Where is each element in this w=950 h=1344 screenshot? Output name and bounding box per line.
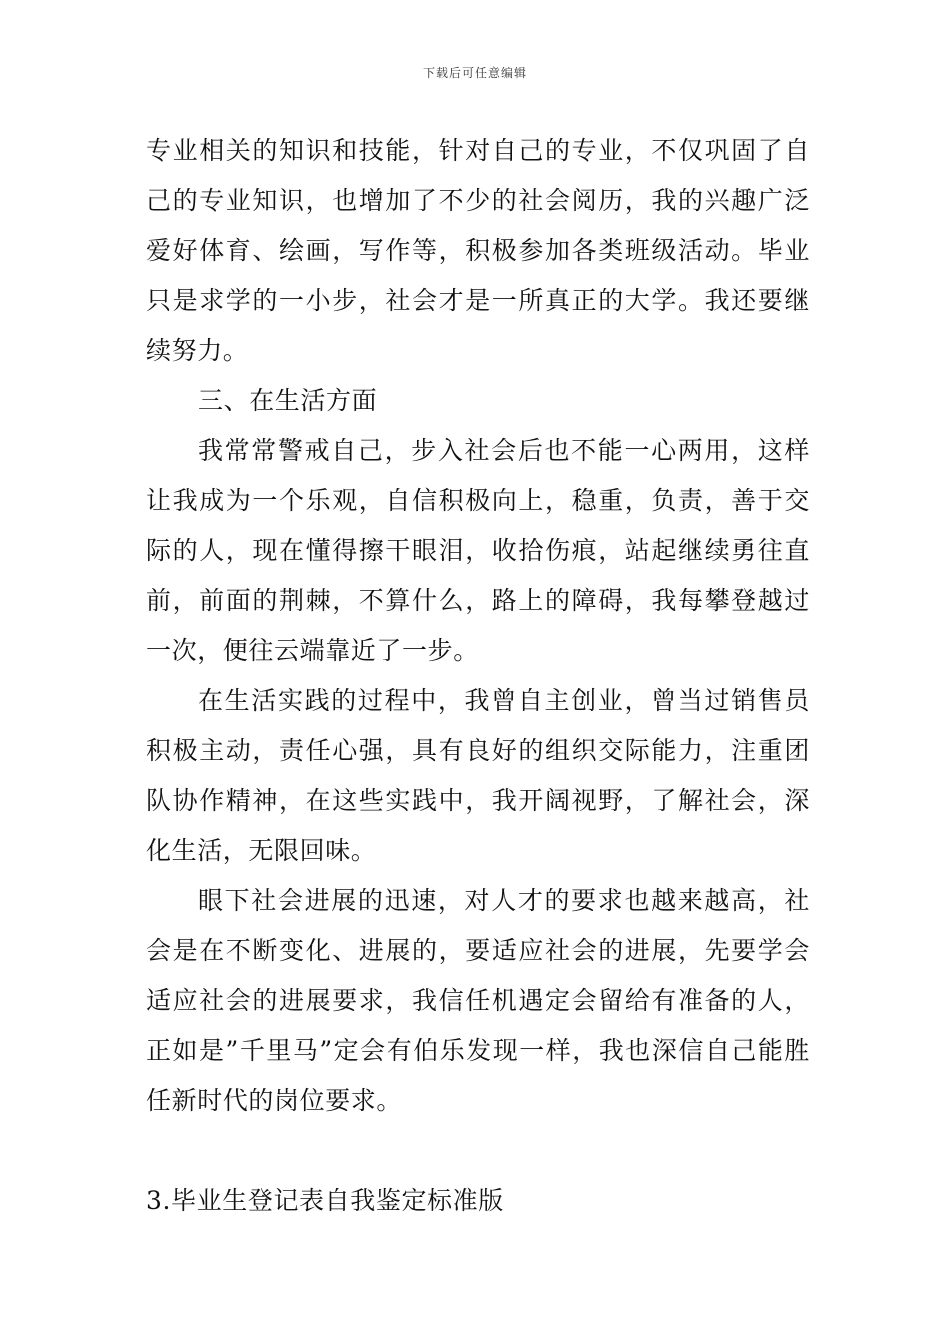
section-heading-life: 三、在生活方面 <box>198 386 378 415</box>
section-title: 3.毕业生登记表自我鉴定标准版 <box>146 1186 504 1215</box>
paragraph-self-discipline: 我常常警戒自己，步入社会后也不能一心两用，这样让我成为一个乐观，自信积极向上，稳重，负责，善于交际的人，现在懂得擦干眼泪，收拾伤痕，站起继续勇往直前，前面的荆棘，不算什么，路上的障碍，我每攀登越过一次，便往云端靠近了一步。 <box>146 436 810 665</box>
paragraph-continuation: 专业相关的知识和技能，针对自己的专业，不仅巩固了自己的专业知识，也增加了不少的社会阅历，我的兴趣广泛爱好体育、绘画，写作等，积极参加各类班级活动。毕业只是求学的一小步，社会才是一所真正的大学。我还要继续努力。 <box>146 136 810 365</box>
paragraph-society: 眼下社会进展的迅速，对人才的要求也越来越高，社会是在不断变化、进展的，要适应社会的进展，先要学会适应社会的进展要求，我信任机遇定会留给有准备的人，正如是”千里马”定会有伯乐发现一样，我也深信自己能胜任新时代的岗位要求。 <box>146 886 810 1115</box>
paragraph-practice: 在生活实践的过程中，我曾自主创业，曾当过销售员积极主动，责任心强，具有良好的组织交际能力，注重团队协作精神，在这些实践中，我开阔视野，了解社会，深化生活，无限回味。 <box>146 686 810 865</box>
page-header: 下载后可任意编辑 <box>422 66 527 80</box>
blank-line <box>146 1126 810 1176</box>
document-body <box>146 126 810 1226</box>
